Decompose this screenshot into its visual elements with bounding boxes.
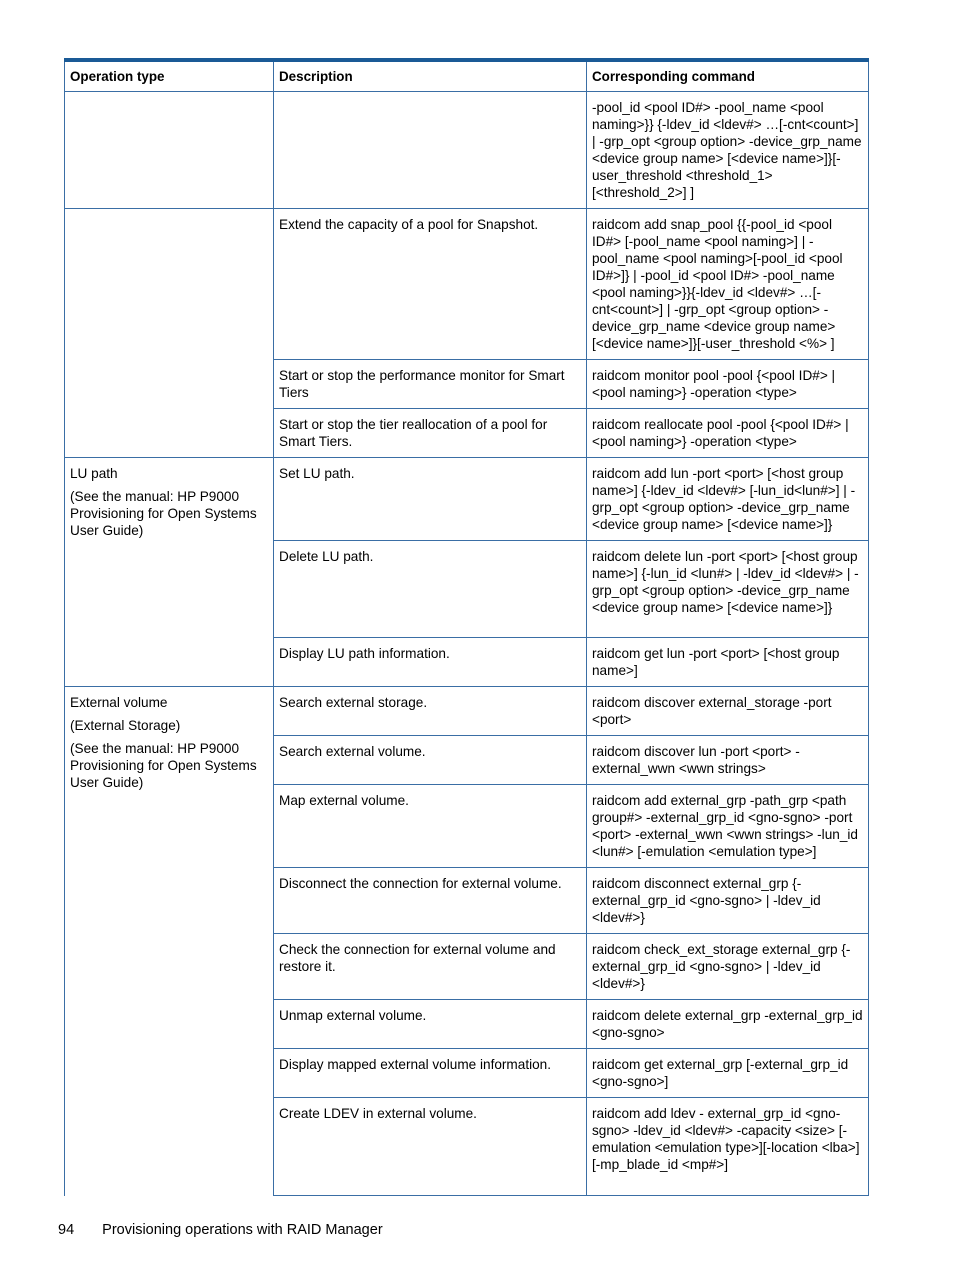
- command-cell: raidcom get external_grp [-external_grp_id <gno-sgno>]: [587, 1049, 869, 1098]
- operation-type-note: (External Storage): [70, 718, 181, 733]
- command-cell: raidcom get lun -port <port> [<host group name>]: [587, 638, 869, 687]
- command-cell: raidcom reallocate pool -pool {<pool ID#> | <pool naming>} -operation <type>: [587, 409, 869, 458]
- description-cell: Start or stop the performance monitor for Smart Tiers: [274, 360, 587, 409]
- page-footer: [58, 1222, 383, 1238]
- operation-cell-lu-path: [65, 458, 274, 687]
- description-cell: Create LDEV in external volume.: [274, 1098, 587, 1196]
- command-cell: raidcom add lun -port <port> [<host group name>] {-ldev_id <ldev#> [-lun_id<lun#>] | -grp_opt <group option> -device_grp_name <device group name> [<device name>]}: [587, 458, 869, 541]
- description-cell: Extend the capacity of a pool for Snapshot.: [274, 209, 587, 360]
- command-cell: raidcom monitor pool -pool {<pool ID#> | <pool naming>} -operation <type>: [587, 360, 869, 409]
- command-cell: raidcom add ldev - external_grp_id <gno-sgno> -ldev_id <ldev#> -capacity <size> [-emulation <emulation type>][-location <lba>][-mp_blade_id <mp#>]: [587, 1098, 869, 1196]
- command-table: [64, 58, 869, 1196]
- command-cell: raidcom delete external_grp -external_grp_id <gno-sgno>: [587, 1000, 869, 1049]
- operation-cell: [65, 209, 274, 458]
- command-cell: raidcom discover external_storage -port <port>: [587, 687, 869, 736]
- description-cell: [274, 92, 587, 209]
- command-cell: raidcom check_ext_storage external_grp {-external_grp_id <gno-sgno> | -ldev_id <ldev#>}: [587, 934, 869, 1000]
- footer-section-title: Provisioning operations with RAID Manager: [102, 1222, 383, 1238]
- table-row: [65, 209, 869, 360]
- command-cell: raidcom add external_grp -path_grp <path group#> -external_grp_id <gno-sgno> -port <port> -external_wwn <wwn strings> -lun_id <lun#> [-emulation <emulation type>]: [587, 785, 869, 868]
- command-cell: -pool_id <pool ID#> -pool_name <pool naming>}} {-ldev_id <ldev#> …[-cnt<count>] | -grp_opt <group option> -device_grp_name <device group name> [<device name>]}[-user_threshold <threshold_1> [<threshold_2>] ]: [587, 92, 869, 209]
- table-row: [65, 687, 869, 736]
- header-description: Description: [274, 60, 587, 92]
- description-cell: Delete LU path.: [274, 541, 587, 638]
- page-number: 94: [58, 1222, 75, 1238]
- command-cell: raidcom delete lun -port <port> [<host group name>] {-lun_id <lun#> | -ldev_id <ldev#> | -grp_opt <group option> -device_grp_name <device group name> [<device name>]}: [587, 541, 869, 638]
- header-operation-type: Operation type: [65, 60, 274, 92]
- description-cell: Set LU path.: [274, 458, 587, 541]
- table-row: [65, 92, 869, 209]
- command-cell: raidcom discover lun -port <port> -external_wwn <wwn strings>: [587, 736, 869, 785]
- operation-cell: [65, 92, 274, 209]
- description-cell: Disconnect the connection for external volume.: [274, 868, 587, 934]
- header-corresponding-command: Corresponding command: [587, 60, 869, 92]
- operation-type-note: (See the manual: HP P9000 Provisioning for Open Systems User Guide): [70, 489, 257, 538]
- description-cell: Start or stop the tier reallocation of a pool for Smart Tiers.: [274, 409, 587, 458]
- operation-type-label: External volume: [70, 695, 168, 710]
- description-cell: Check the connection for external volume and restore it.: [274, 934, 587, 1000]
- command-cell: raidcom add snap_pool {{-pool_id <pool ID#> [-pool_name <pool naming>] | -pool_name <pool naming>[-pool_id <pool ID#>]} | -pool_id <pool ID#> -pool_name <pool naming>}}{-ldev_id <ldev#> …[-cnt<count>] | -grp_opt <group option> -device_grp_name <device group name> [<device name>]}[-user_threshold <%> ]: [587, 209, 869, 360]
- description-cell: Display LU path information.: [274, 638, 587, 687]
- description-cell: Search external storage.: [274, 687, 587, 736]
- description-cell: Display mapped external volume information.: [274, 1049, 587, 1098]
- command-cell: raidcom disconnect external_grp {-external_grp_id <gno-sgno> | -ldev_id <ldev#>}: [587, 868, 869, 934]
- table-header-row: [65, 60, 869, 92]
- description-cell: Map external volume.: [274, 785, 587, 868]
- operation-cell-external-volume: [65, 687, 274, 1196]
- description-cell: Unmap external volume.: [274, 1000, 587, 1049]
- table-row: [65, 458, 869, 541]
- operation-type-label: LU path: [70, 466, 118, 481]
- operation-type-note: (See the manual: HP P9000 Provisioning for Open Systems User Guide): [70, 741, 257, 790]
- description-cell: Search external volume.: [274, 736, 587, 785]
